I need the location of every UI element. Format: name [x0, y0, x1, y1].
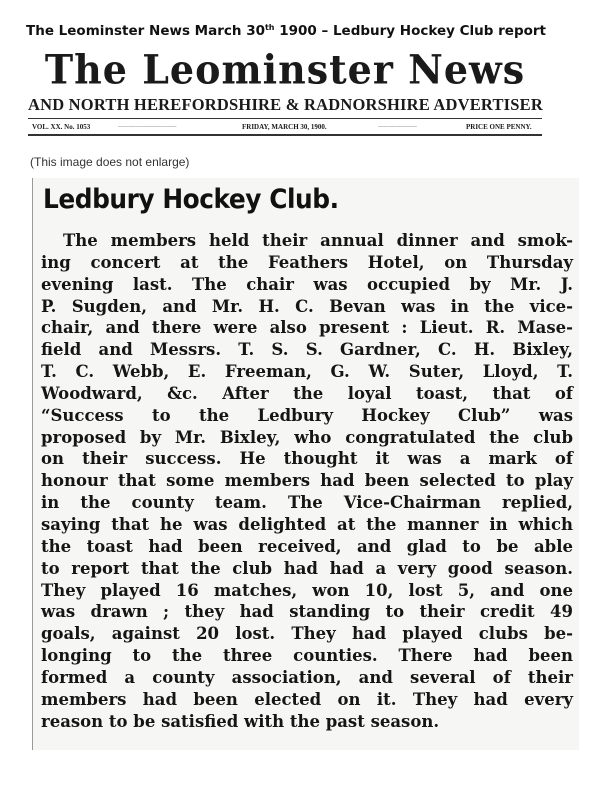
- article-line: longing to the three counties. There had been: [41, 646, 573, 666]
- masthead-rule-bottom: [28, 134, 542, 136]
- page-heading-ordinal: th: [264, 23, 275, 32]
- article-line: Woodward, &c. After the loyal toast, that of: [41, 383, 573, 403]
- article-line: members had been elected on it. They had every: [41, 689, 573, 709]
- masthead-price: PRICE ONE PENNY.: [466, 123, 532, 131]
- page-heading-text-rest: 1900 – Ledbury Hockey Club report: [274, 23, 547, 39]
- article-line: goals, against 20 lost. They had played clubs be-: [41, 624, 573, 644]
- article-line: was drawn ; they had standing to their credit 49: [41, 602, 573, 622]
- masthead-date: FRIDAY, MARCH 30, 1900.: [242, 123, 327, 131]
- article-line: ing concert at the Feathers Hotel, on Thursday: [41, 252, 573, 272]
- article-line: The members held their annual dinner and smok-: [63, 231, 573, 250]
- article-line: proposed by Mr. Bixley, who congratulated the club: [41, 427, 573, 447]
- masthead-title: The Leominster News: [44, 45, 526, 94]
- masthead-subtitle: AND NORTH HEREFORDSHIRE & RADNORSHIRE ADVERTISER: [28, 95, 543, 114]
- article-line: formed a county association, and several of their: [41, 667, 573, 687]
- article-line: “Success to the Ledbury Hockey Club” was: [41, 405, 573, 425]
- masthead-small-print-left: ~~~~~~~~~~~~~~~~~~~~~~~~~~~: [118, 124, 177, 129]
- article-line: saying that he was delighted at the manner in which: [41, 514, 573, 534]
- page-heading: [26, 23, 546, 39]
- article-line: the toast had been received, and glad to be able: [41, 536, 573, 556]
- article-line: honour that some members had been selected to play: [41, 471, 573, 491]
- newspaper-clipping: [32, 178, 579, 750]
- masthead-rule-top: [28, 118, 542, 119]
- newspaper-masthead: [28, 45, 543, 140]
- masthead-small-print-right: ~~~~~~~~~~~~~~~~~~: [378, 124, 417, 129]
- masthead-dateline: [28, 121, 542, 133]
- article-body: [41, 230, 573, 732]
- article-headline: Ledbury Hockey Club.: [43, 184, 339, 215]
- article-line: to report that the club had had a very good season.: [41, 558, 573, 578]
- article-line: on their success. He thought it was a mark of: [41, 449, 573, 469]
- image-caption: (This image does not enlarge): [30, 155, 190, 169]
- masthead-volume: VOL. XX. No. 1053: [32, 123, 91, 131]
- article-line: P. Sugden, and Mr. H. C. Bevan was in the vice-: [41, 296, 573, 316]
- article-line: evening last. The chair was occupied by Mr. J.: [41, 274, 573, 294]
- article-line: T. C. Webb, E. Freeman, G. W. Suter, Lloyd, T.: [41, 362, 573, 382]
- article-line: in the county team. The Vice-Chairman replied,: [41, 493, 573, 513]
- article-line: chair, and there were also present : Lieut. R. Mase-: [41, 318, 573, 338]
- page-heading-text: The Leominster News March 30: [26, 23, 265, 39]
- article-line: reason to be satisfied with the past season.: [41, 711, 440, 731]
- article-line: They played 16 matches, won 10, lost 5, and one: [41, 580, 573, 600]
- article-line: field and Messrs. T. S. S. Gardner, C. H. Bixley,: [41, 340, 573, 360]
